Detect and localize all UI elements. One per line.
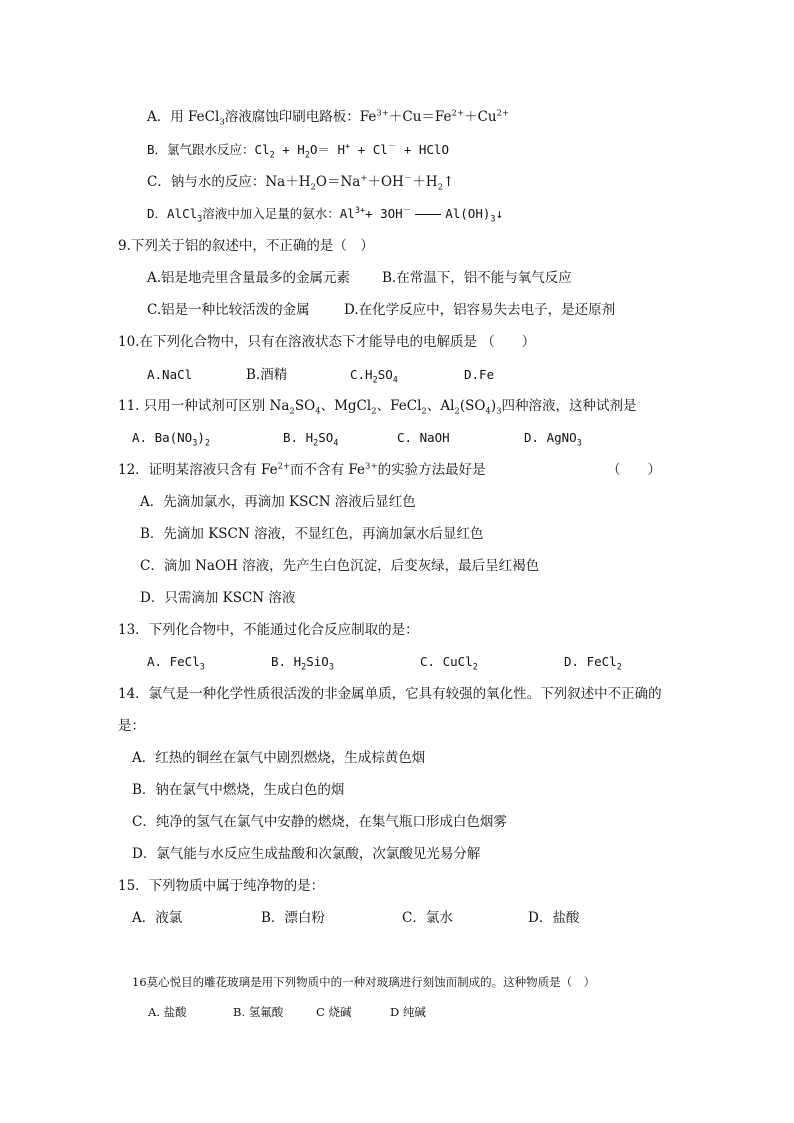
q14-option-c: C．纯净的氢气在氯气中安静的燃烧，在集气瓶口形成白色烟雾	[132, 814, 507, 830]
q14-option-a: A．红热的铜丝在氯气中剧烈燃烧，生成棕黄色烟	[132, 750, 426, 766]
q11-option-d: D. AgNO$_3$	[524, 430, 582, 449]
q15-option-d: D．盐酸	[528, 910, 580, 926]
q11-option-b: B. $H_2SO_4$	[283, 430, 339, 449]
q14-stem-line-2: 是：	[118, 718, 145, 734]
q10-option-d: D.Fe	[464, 367, 495, 382]
q14-stem-line-1: 14．氯气是一种化学性质很活泼的非金属单质，它具有较强的氧化性。下列叙述中不正确的	[118, 686, 662, 702]
q11-option-a: A. $Ba(NO_3)_2$	[132, 430, 210, 449]
q10-stem: 10.在下列化合物中，只有在溶液状态下才能导电的电解质是 （ ）	[118, 334, 536, 350]
q15-option-c: C．氯水	[402, 910, 453, 926]
q12-option-b: B．先滴加 KSCN 溶液，不显红色，再滴加氯水后显红色	[140, 526, 484, 542]
q9-option-d: D.在化学反应中，铝容易失去电子，是还原剂	[344, 302, 616, 318]
q13-stem: 13．下列化合物中，不能通过化合反应制取的是：	[118, 622, 419, 638]
q8-option-b: B．氯气跟水反应：$Cl_2 + H_2O= H^+ + Cl^-$ + HClO	[147, 141, 449, 161]
q12-stem: 12．证明某溶液只含有 $Fe^{2+}$而不含有 $Fe^{3+}$的实验方法最好是	[118, 461, 486, 478]
q13-option-c: C. CuCl$_2$	[420, 654, 478, 673]
q16-option-d: D 纯碱	[390, 1005, 426, 1019]
q8-option-c: C．钠与水的反应：$Na+H_2O=Na^++OH^-+H_2↑$	[147, 173, 455, 193]
q10-option-a: A.NaCl	[147, 367, 193, 382]
q16-option-b: B. 氢氟酸	[233, 1005, 284, 1019]
q14-option-d: D．氯气能与水反应生成盐酸和次氯酸，次氯酸见光易分解	[132, 846, 481, 862]
q8-option-d: D．AlCl$_3$溶液中加入足量的氨水：$Al^{3+}+ 3OH^-$ $Al(OH)_3↓$	[147, 205, 504, 225]
reaction-arrow-line	[415, 214, 441, 215]
q11-stem: 11. 只用一种试剂可区别 $Na_2SO_4$、MgCl$_2$、FeCl$_2$、$Al_2(SO_4)_3$四种溶液，这种试剂是	[118, 398, 637, 417]
q15-stem: 15．下列物质中属于纯净物的是：	[118, 878, 325, 894]
q12-option-d: D．只需滴加 KSCN 溶液	[140, 590, 296, 606]
q12-option-c: C．滴加 NaOH 溶液，先产生白色沉淀，后变灰绿，最后呈红褐色	[140, 558, 540, 574]
q13-option-a: A. FeCl$_3$	[147, 654, 205, 673]
q9-option-a: A.铝是地壳里含量最多的金属元素	[147, 270, 351, 286]
q15-option-a: A．液氯	[132, 910, 183, 926]
q16-option-c: C 烧碱	[316, 1005, 352, 1019]
q9-option-b: B.在常温下，铝不能与氧气反应	[382, 270, 572, 286]
q12-option-a: A．先滴加氯水，再滴加 KSCN 溶液后显红色	[140, 494, 416, 510]
q13-option-d: D. FeCl$_2$	[564, 654, 622, 673]
q9-stem: 9.下列关于铝的叙述中，不正确的是（ ）	[118, 238, 374, 254]
q13-option-b: B. $H_2SiO_3$	[271, 654, 334, 673]
q15-option-b: B．漂白粉	[261, 910, 325, 926]
q9-option-c: C.铝是一种比较活泼的金属	[147, 302, 310, 318]
q8-option-a: A．用 FeCl$_3$溶液腐蚀印刷电路板：$Fe^{3+}+Cu=Fe^{2+}+Cu^{2+}$	[147, 108, 510, 128]
q10-option-b: B.酒精	[246, 367, 288, 383]
q16-option-a: A. 盐酸	[148, 1005, 187, 1019]
q12-answer-paren: （ ）	[607, 462, 661, 478]
q10-option-c: $C.H_2SO_4$	[350, 367, 398, 386]
q14-option-b: B．钠在氯气中燃烧，生成白色的烟	[132, 782, 345, 798]
q16-stem: 16莫心悦目的雕花玻璃是用下列物质中的一种对玻璃进行刻蚀而制成的。这种物质是（ ）	[132, 975, 596, 989]
q11-option-c: C. NaOH	[397, 430, 450, 445]
